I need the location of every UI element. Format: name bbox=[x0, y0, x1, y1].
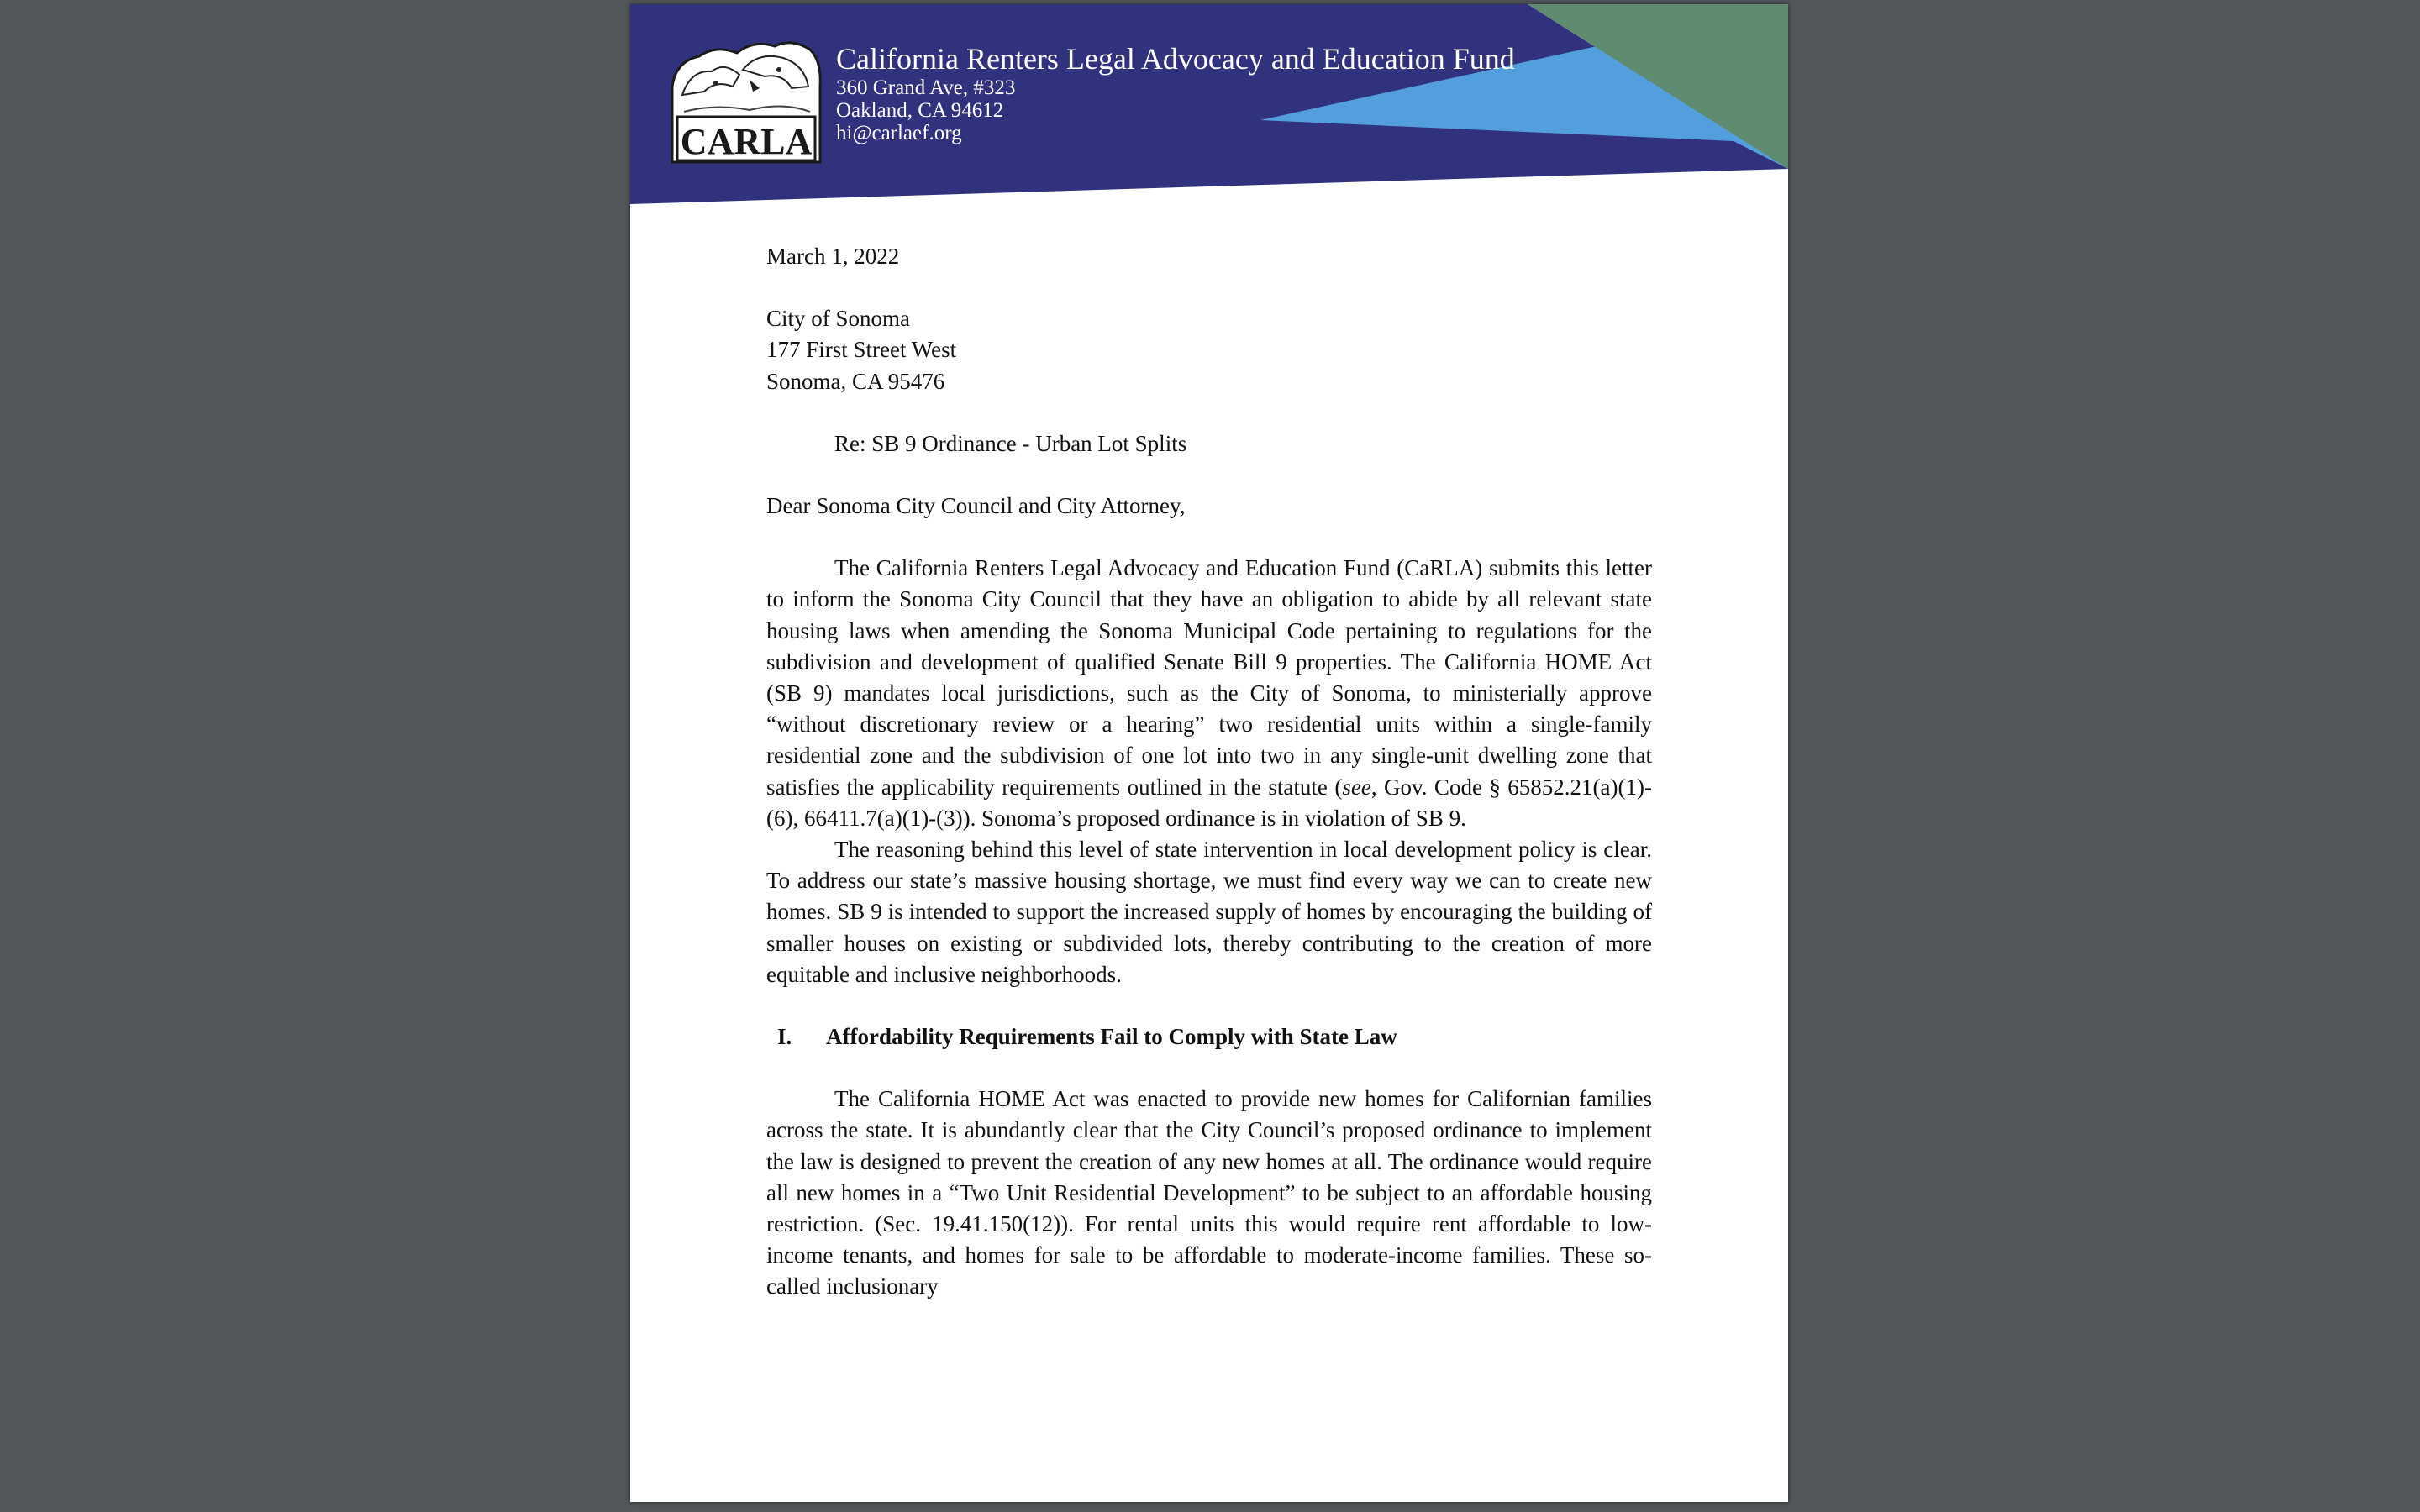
letterhead-text bbox=[836, 41, 1515, 144]
section-heading bbox=[766, 1021, 1652, 1053]
document-page bbox=[630, 4, 1788, 1502]
carla-logo bbox=[666, 36, 825, 164]
salutation: Dear Sonoma City Council and City Attorney, bbox=[766, 493, 1186, 519]
section-title: Affordability Requirements Fail to Comply with State Law bbox=[826, 1024, 1397, 1050]
email-address: hi@carlaef.org bbox=[836, 122, 962, 144]
letter-date: March 1, 2022 bbox=[766, 244, 900, 269]
paragraph-2: The reasoning behind this level of state intervention in local development policy is clear. To address our state’s massive housing shortage, we must find every way we can to create new homes. SB 9 is intended to support the increased supply of homes by encouraging the building of smaller houses on existing or subdivided lots, thereby contributing to the creation of more equitable and inclusive neighborhoods. bbox=[766, 837, 1652, 987]
recipient-line-2: 177 First Street West bbox=[766, 337, 957, 363]
section-number: I. bbox=[777, 1024, 792, 1050]
logo-text: CARLA bbox=[680, 121, 813, 162]
recipient-line-3: Sonoma, CA 95476 bbox=[766, 368, 945, 394]
letter-body bbox=[766, 241, 1652, 1303]
address-line-1: 360 Grand Ave, #323 bbox=[836, 76, 1016, 99]
paragraph-1: The California Renters Legal Advocacy and Education Fund (CaRLA) submits this letter to inform the Sonoma City Council that they have an obligation to abide by all relevant state housing laws when amending the Sonoma Municipal Code pertaining to regulations for the subdivision and development of qualified Senate Bill 9 properties. The California HOME Act (SB 9) mandates local jurisdictions, such as the City of Sonoma, to ministerially approve “without discretionary review or a hearing” two residential units within a single-family residential zone and the subdivision of one lot into two in any single-unit dwelling zone that satisfies the applicability requirements outlined in the statute (see, Gov. Code § 65852.21(a)(1)-(6), 66411.7(a)(1)-(3)). Sonoma’s proposed ordinance is in violation of SB 9. bbox=[766, 555, 1652, 831]
recipient-line-1: City of Sonoma bbox=[766, 306, 911, 332]
organization-name: California Renters Legal Advocacy and Education Fund bbox=[836, 42, 1515, 76]
paragraph-3: The California HOME Act was enacted to provide new homes for Californian families across the state. It is abundantly clear that the City Council’s proposed ordinance to implement the law is designed to prevent the creation of any new homes at all. The ordinance would require all new homes in a “Two Unit Residential Development” to be subject to an affordable housing restriction. (Sec. 19.41.150(12)). For rental units this would require rent affordable to low-income tenants, and homes for sale to be affordable to moderate-income families. These so-called inclusionary bbox=[766, 1086, 1652, 1299]
subject-line: Re: SB 9 Ordinance - Urban Lot Splits bbox=[834, 430, 1187, 456]
address-line-2: Oakland, CA 94612 bbox=[836, 99, 1004, 122]
